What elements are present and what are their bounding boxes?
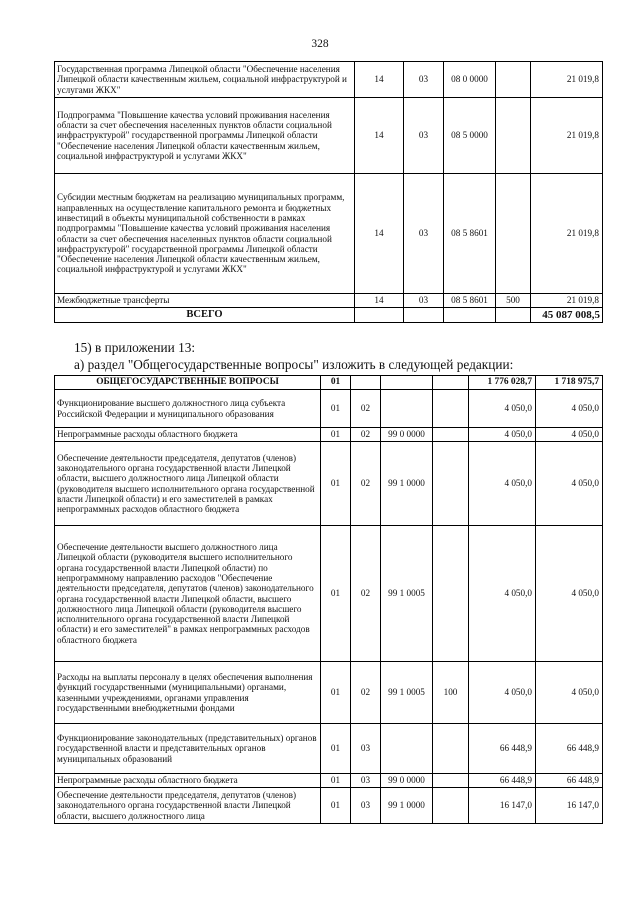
row-amount-year-2: 4 050,0: [536, 526, 603, 662]
amendment-item-15: 15) в приложении 13:: [74, 340, 196, 355]
row-amount-year-2: 4 050,0: [536, 662, 603, 724]
table-row: [55, 662, 603, 724]
table-row: [55, 428, 603, 442]
table-row: [55, 774, 603, 788]
table-row: [55, 98, 603, 174]
row-amount-year-1: 4 050,0: [469, 662, 536, 724]
row-name: Обеспечение деятельности высшего должностного лица Липецкой области (руководителя высшего исполнительного органа государственной власти Липецкой области) по непрограммному направлению расходов "Обеспечение деятельности председателя, депутатов (членов) законодательного органа государственной власти Липецкой области, высшего должностного лица Липецкой области (руководителя высшего исполнительного органа государственной власти Липецкой области) и его заместителей" в рамках непрограммных расходов областного бюджета: [55, 526, 321, 662]
section-sum-2: 1 718 975,7: [536, 376, 603, 390]
row-section-code: 01: [321, 442, 351, 526]
row-expense-type: [433, 788, 469, 824]
table-row: [55, 442, 603, 526]
row-target-article: [381, 724, 433, 774]
row-name: Обеспечение деятельности председателя, депутатов (членов) законодательного органа государственной власти Липецкой области, высшего должностного лица Липецкой области (руководителя высшего исполнительного органа государственной власти Липецкой области) и его заместителей в рамках непрограммных расходов областного бюджета: [55, 442, 321, 526]
row-subsection-code: 02: [351, 526, 381, 662]
row-target-article: 99 1 0000: [381, 442, 433, 526]
row-name: Функционирование законодательных (представительных) органов государственной власти и представительных органов муниципальных образований: [55, 724, 321, 774]
section-title: ОБЩЕГОСУДАРСТВЕННЫЕ ВОПРОСЫ: [55, 376, 321, 390]
amendment-subitem-a: а) раздел "Общегосударственные вопросы" изложить в следующей редакции:: [74, 357, 514, 372]
row-section-code: 01: [321, 724, 351, 774]
row-name: Расходы на выплаты персоналу в целях обеспечения выполнения функций государственными (муниципальными) органами, казенными учреждениями, органами управления государственными внебюджетными фондами: [55, 662, 321, 724]
row-section-code: 01: [321, 390, 351, 428]
row-section-code: 14: [355, 62, 404, 98]
row-section-code: 01: [321, 774, 351, 788]
row-target-article: [381, 390, 433, 428]
row-amount-year-2: 66 448,9: [536, 774, 603, 788]
row-target-article: 99 0 0000: [381, 774, 433, 788]
row-section-code: 01: [321, 662, 351, 724]
row-target-article: 99 1 0005: [381, 526, 433, 662]
row-section-code: 14: [355, 294, 404, 308]
row-expense-type: [433, 428, 469, 442]
table-row: [55, 390, 603, 428]
row-target-article: 99 1 0005: [381, 662, 433, 724]
row-amount-year-1: 66 448,9: [469, 774, 536, 788]
row-target-article: 08 5 0000: [444, 98, 496, 174]
total-label: ВСЕГО: [55, 308, 355, 323]
row-subsection-code: 02: [351, 390, 381, 428]
row-section-code: 14: [355, 98, 404, 174]
row-subsection-code: 03: [404, 294, 444, 308]
row-name: Функционирование высшего должностного лица субъекта Российской Федерации и муниципального образования: [55, 390, 321, 428]
row-section-code: 01: [321, 526, 351, 662]
row-expense-type: [433, 774, 469, 788]
row-subsection-code: 03: [351, 774, 381, 788]
row-amount-year-2: 16 147,0: [536, 788, 603, 824]
row-expense-type: [433, 724, 469, 774]
row-target-article: 08 0 0000: [444, 62, 496, 98]
row-section-code: 01: [321, 788, 351, 824]
row-amount-year-2: 4 050,0: [536, 428, 603, 442]
row-expense-type: [496, 62, 531, 98]
table-row: [55, 294, 603, 308]
total-value: 45 087 008,5: [531, 308, 603, 323]
row-amount-year-1: 16 147,0: [469, 788, 536, 824]
row-subsection-code: 03: [351, 788, 381, 824]
row-amount-year-1: 4 050,0: [469, 428, 536, 442]
table-row: [55, 62, 603, 98]
row-expense-type: 100: [433, 662, 469, 724]
row-expense-type: [433, 526, 469, 662]
row-amount-year-1: 66 448,9: [469, 724, 536, 774]
row-amount: 21 019,8: [531, 62, 603, 98]
row-amount-year-1: 4 050,0: [469, 442, 536, 526]
row-section-code: 01: [321, 428, 351, 442]
row-amount-year-2: 66 448,9: [536, 724, 603, 774]
row-target-article: 99 1 0000: [381, 788, 433, 824]
row-expense-type: [433, 442, 469, 526]
row-amount: 21 019,8: [531, 98, 603, 174]
row-name: Межбюджетные трансферты: [55, 294, 355, 308]
table-row: [55, 724, 603, 774]
row-subsection-code: 03: [404, 62, 444, 98]
row-subsection-code: 02: [351, 442, 381, 526]
row-subsection-code: 03: [404, 98, 444, 174]
row-subsection-code: 03: [351, 724, 381, 774]
table-row: [55, 174, 603, 294]
row-target-article: 99 0 0000: [381, 428, 433, 442]
section-header-row: [55, 376, 603, 390]
row-name: Субсидии местным бюджетам на реализацию муниципальных программ, направленных на осуществление капитального ремонта и бюджетных инвестиций в объекты муниципальной собственности в рамках подпрограммы "Повышение качества условий проживания населения области за счет обеспечения населенных пунктов области социальной инфраструктурой" государственной программы Липецкой области "Обеспечение населения Липецкой области качественным жильем, социальной инфраструктурой и услугами ЖКХ": [55, 174, 355, 294]
row-amount-year-1: 4 050,0: [469, 526, 536, 662]
row-name: Подпрограмма "Повышение качества условий проживания населения области за счет обеспечения населенных пунктов области социальной инфраструктурой" государственной программы Липецкой области "Обеспечение населения Липецкой области качественным жильем, социальной инфраструктурой и услугами ЖКХ": [55, 98, 355, 174]
row-name: Непрограммные расходы областного бюджета: [55, 428, 321, 442]
row-expense-type: [433, 390, 469, 428]
row-amount: 21 019,8: [531, 174, 603, 294]
row-subsection-code: 02: [351, 662, 381, 724]
row-subsection-code: 02: [351, 428, 381, 442]
budget-table-continued: [54, 61, 603, 323]
row-expense-type: 500: [496, 294, 531, 308]
row-name: Государственная программа Липецкой области "Обеспечение населения Липецкой области качественным жильем, социальной инфраструктурой и услугами ЖКХ": [55, 62, 355, 98]
row-name: Непрограммные расходы областного бюджета: [55, 774, 321, 788]
general-state-issues-table: [54, 375, 603, 824]
row-target-article: 08 5 8601: [444, 294, 496, 308]
row-amount-year-2: 4 050,0: [536, 442, 603, 526]
row-target-article: 08 5 8601: [444, 174, 496, 294]
row-name: Обеспечение деятельности председателя, депутатов (членов) законодательного органа государственной власти Липецкой области, высшего должностного лица: [55, 788, 321, 824]
section-sum-1: 1 776 028,7: [469, 376, 536, 390]
row-amount-year-1: 4 050,0: [469, 390, 536, 428]
table-row: [55, 526, 603, 662]
total-row: [55, 308, 603, 323]
row-section-code: 14: [355, 174, 404, 294]
row-amount-year-2: 4 050,0: [536, 390, 603, 428]
page-number: 328: [311, 38, 329, 50]
row-expense-type: [496, 98, 531, 174]
section-rz: 01: [321, 376, 351, 390]
row-amount: 21 019,8: [531, 294, 603, 308]
row-expense-type: [496, 174, 531, 294]
table-row: [55, 788, 603, 824]
row-subsection-code: 03: [404, 174, 444, 294]
